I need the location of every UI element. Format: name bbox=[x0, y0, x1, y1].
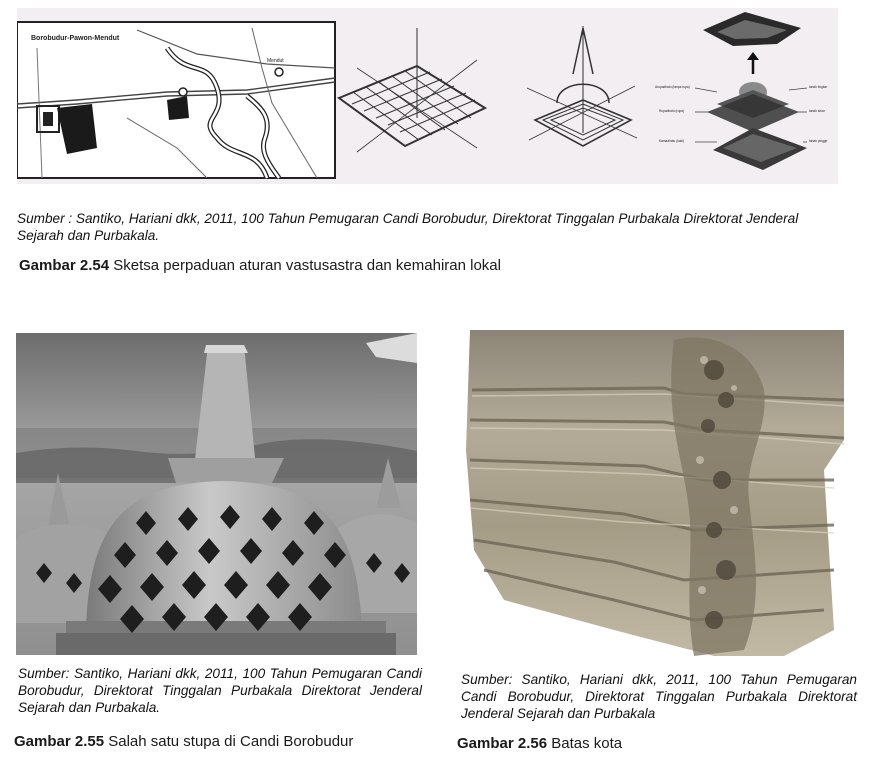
fig254-caption bbox=[19, 257, 501, 274]
fig256-source: Sumber: Santiko, Hariani dkk, 2011, 100 Tahun Pemugaran Candi Borobudur, Direktorat Tinggalan Purbakala Direktorat Jenderal Sejarah dan Purbakala bbox=[461, 672, 857, 721]
label-right-3: tanah pinggir bbox=[809, 139, 828, 143]
stupa-photo bbox=[16, 333, 417, 655]
fig254-caption-text: Sketsa perpaduan aturan vastusastra dan kemahiran lokal bbox=[113, 257, 501, 274]
fig255-source: Sumber: Santiko, Hariani dkk, 2011, 100 Tahun Pemugaran Candi Borobudur, Direktorat Tinggalan Purbakala Direktorat Jenderal Sejarah dan Purbakala. bbox=[18, 666, 422, 715]
label-kamadhatu: Kamadhatu (kaki) bbox=[659, 139, 684, 143]
label-right-1: tanah lingkar bbox=[809, 85, 828, 89]
label-rupadhatu: Rupadhatu (rupa) bbox=[659, 109, 684, 113]
fig255-caption-text: Salah satu stupa di Candi Borobudur bbox=[108, 733, 354, 750]
stone-border-photo bbox=[464, 330, 848, 656]
map-sketch bbox=[17, 22, 335, 178]
fig256-label: Gambar 2.56 bbox=[457, 735, 548, 752]
fig255-label: Gambar 2.55 bbox=[14, 733, 105, 750]
mandala-grid-sketch bbox=[339, 28, 485, 152]
stupa-geometry-sketch bbox=[527, 26, 637, 146]
fig255-caption bbox=[14, 733, 353, 750]
fig254-label: Gambar 2.54 bbox=[19, 257, 110, 274]
map-label-mendut: Mendut bbox=[267, 58, 284, 64]
fig256-caption-text: Batas kota bbox=[551, 735, 623, 752]
fig256-caption bbox=[457, 735, 622, 752]
borobudur-layers-diagram bbox=[655, 12, 828, 170]
label-arupadhatu: Arupadhatu (tanpa rupa) bbox=[655, 85, 690, 89]
fig254-source: Sumber : Santiko, Hariani dkk, 2011, 100 Tahun Pemugaran Candi Borobudur, Direktorat Tinggalan Purbakala Direktorat Jenderal Sejarah dan Purbakala. bbox=[17, 211, 799, 243]
label-right-2: tanah sinar bbox=[809, 109, 825, 113]
map-title: Borobudur-Pawon-Mendut bbox=[31, 35, 120, 42]
sketch-figure bbox=[17, 8, 838, 184]
